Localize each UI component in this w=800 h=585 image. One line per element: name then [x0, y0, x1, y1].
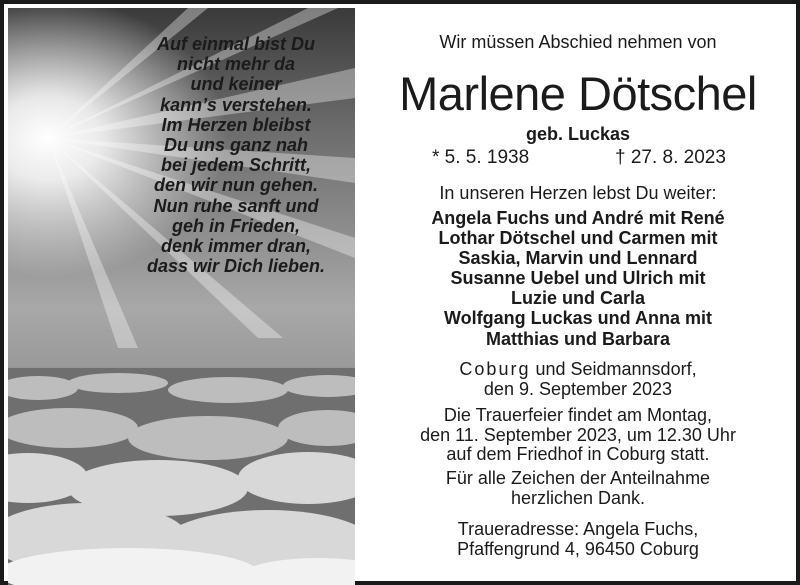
- family-line: Saskia, Marvin und Lennard: [458, 248, 698, 269]
- thanks-line: herzlichen Dank.: [510, 487, 646, 508]
- place-date: [356, 360, 800, 399]
- address-line: Traueradresse: Angela Fuchs,: [457, 519, 699, 539]
- family-line: Wolfgang Luckas und Anna mit: [443, 308, 712, 329]
- funeral-line: Die Trauerfeier findet am Montag,: [443, 405, 713, 425]
- intro-line: Wir müssen Abschied nehmen von: [439, 32, 717, 52]
- family-line: Susanne Uebel und Ulrich mit: [450, 268, 706, 289]
- city-name: Coburg: [459, 359, 531, 379]
- funeral-line: den 11. September 2023, um 12.30 Uhr: [420, 424, 736, 445]
- address-line: Pfaffengrund 4, 96450 Coburg: [457, 538, 699, 559]
- family-line: Matthias und Barbara: [485, 328, 671, 349]
- place-rest: und Seidmannsdorf,: [530, 359, 697, 379]
- hearts-line: In unseren Herzen lebst Du weiter:: [439, 183, 717, 203]
- death-date: † 27. 8. 2023: [615, 147, 726, 168]
- poem-text: Auf einmal bist Du nicht mehr da und keiner kann’s verstehen. Im Herzen bleibst Du uns ganz nah bei jedem Schritt, den wir nun gehen. Nun ruhe sanft und geh in Frieden, denk immer dran, dass wir Dich lieben.: [146, 34, 326, 277]
- sky-clouds-photo: [8, 8, 355, 585]
- place-date-line: den 9. September 2023: [483, 378, 673, 399]
- birth-date: * 5. 5. 1938: [432, 147, 530, 168]
- family-line: Angela Fuchs und André mit René: [431, 208, 725, 228]
- family-line: Lothar Dötschel und Carmen mit: [438, 228, 718, 249]
- maiden-name: geb. Luckas: [525, 124, 631, 144]
- funeral-line: auf dem Friedhof in Coburg statt.: [446, 444, 710, 464]
- thanks-text: [356, 469, 800, 508]
- family-list: [356, 208, 800, 349]
- deceased-name: Marlene Dötschel: [399, 67, 757, 120]
- mourning-address: [356, 520, 800, 559]
- cloud-layer: [8, 368, 355, 585]
- family-line: Luzie und Carla: [510, 288, 645, 309]
- thanks-line: Für alle Zeichen der Anteilnahme: [445, 468, 711, 488]
- funeral-info: [356, 406, 800, 465]
